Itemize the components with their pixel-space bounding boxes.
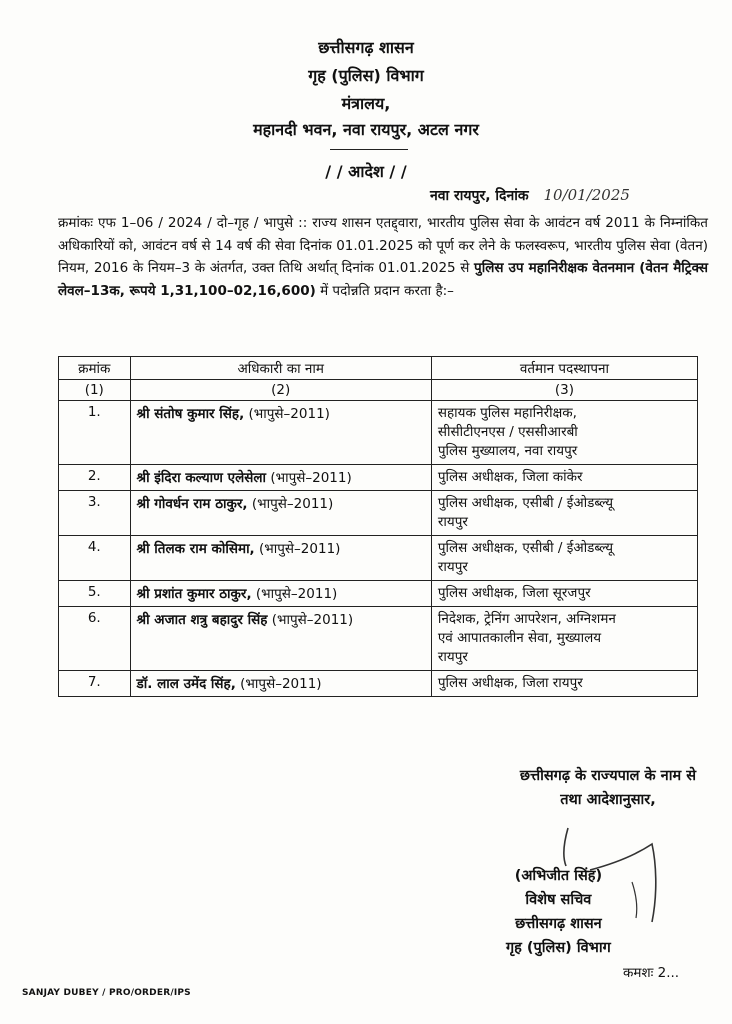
officer-signature-block [506, 864, 611, 960]
table-row [59, 491, 698, 536]
colnum-2: (2) [130, 380, 431, 401]
table-row [59, 581, 698, 607]
row-posting [431, 491, 697, 536]
officer-name: श्री तिलक राम कोसिमा, [136, 541, 255, 557]
officer-dept: गृह (पुलिस) विभाग [506, 940, 611, 956]
officer-name: श्री गोवर्धन राम ठाकुर, [136, 496, 248, 512]
order-text-part1: क्रमांकः एफ 1–06 / 2024 / दो–गृह / भापुसे :: राज्य शासन एतद्द्वारा, भारतीय पुलिस सेवा के आवंटन वर्ष 2011 के निम्नांकित अधिकारियों को, आवंटन वर्ष से 14 वर्ष की सेवा दिनांक 01.01.2025 को पूर्ण कर लेने के फलस्वरूप, भारतीय पुलिस सेवा (वेतन) नियम, 2016 के नियम–3 के अंतर्गत, उक्त तिथि अर्थात् दिनांक 01.01.2025 से [58, 215, 708, 276]
row-posting [431, 401, 697, 465]
table-row [59, 536, 698, 581]
posting-line: पुलिस अधीक्षक, एसीबी / ईओडब्ल्यू [437, 495, 614, 511]
posting-line: सीसीटीएनएस / एससीआरबी [437, 424, 578, 440]
row-officer [130, 465, 431, 491]
posting-line: रायपुर [437, 649, 468, 665]
footer-reference: SANJAY DUBEY / PRO/ORDER/IPS [22, 988, 191, 998]
row-posting [431, 607, 697, 671]
header-govt: छत्तीसगढ़ शासन [318, 38, 414, 57]
authority-line-1: छत्तीसगढ़ के राज्यपाल के नाम से [519, 768, 696, 784]
row-officer [130, 491, 431, 536]
row-serial: 2. [59, 465, 131, 491]
table-row [59, 671, 698, 697]
table-row [59, 401, 698, 465]
header-divider [330, 149, 408, 150]
row-serial: 5. [59, 581, 131, 607]
colnum-3: (3) [431, 380, 697, 401]
posting-line: पुलिस मुख्यालय, नवा रायपुर [437, 443, 578, 459]
order-title: / / आदेश / / [325, 162, 407, 181]
authority-line-2: तथा आदेशानुसार, [560, 792, 656, 808]
officer-service: (भापुसे–2011) [248, 406, 330, 422]
officer-name: डॉ. लाल उमेंद सिंह, [136, 676, 236, 692]
row-serial: 6. [59, 607, 131, 671]
table-row [59, 607, 698, 671]
posting-line: पुलिस अधीक्षक, जिला रायपुर [437, 675, 583, 691]
posting-line: सहायक पुलिस महानिरीक्षक, [437, 405, 577, 421]
officer-name: (अभिजीत सिंह) [514, 868, 603, 884]
posting-line: पुलिस अधीक्षक, जिला सूरजपुर [437, 585, 591, 601]
officer-name: श्री संतोष कुमार सिंह, [136, 406, 245, 422]
posting-line: निदेशक, ट्रेनिंग आपरेशन, अग्निशमन [437, 611, 616, 627]
row-officer [130, 536, 431, 581]
officer-designation: विशेष सचिव [525, 892, 592, 908]
posting-line: रायपुर [437, 514, 468, 530]
row-serial: 3. [59, 491, 131, 536]
row-officer [130, 671, 431, 697]
authority-line [520, 764, 696, 812]
header-current-posting: वर्तमान पदस्थापना [431, 357, 697, 380]
officer-name: श्री प्रशांत कुमार ठाकुर, [136, 586, 252, 602]
row-officer [130, 581, 431, 607]
handwritten-date: 10/01/2025 [543, 186, 630, 204]
row-posting [431, 465, 697, 491]
posting-line: एवं आपातकालीन सेवा, मुख्यालय [437, 630, 602, 646]
date-label: नवा रायपुर, दिनांक [430, 188, 529, 204]
colnum-1: (1) [59, 380, 131, 401]
officer-service: (भापुसे–2011) [251, 496, 334, 512]
officer-service: (भापुसे–2011) [240, 676, 322, 692]
officers-table [58, 356, 698, 697]
row-serial: 1. [59, 401, 131, 465]
table-colnum-row [59, 380, 698, 401]
row-posting [431, 581, 697, 607]
order-text-part2: में पदोन्नति प्रदान करता है:– [315, 282, 454, 299]
order-text-bold: पुलिस उप महानिरीक्षक वेतनमान (वेतन मैट्रिक्स लेवल–13क, रूपये 1,31,100–02,16,600) [58, 260, 708, 299]
row-serial: 4. [59, 536, 131, 581]
officer-service: (भापुसे–2011) [271, 612, 354, 628]
header-ministry: मंत्रालय, [341, 94, 391, 113]
date-line [430, 186, 630, 205]
officer-service: (भापुसे–2011) [259, 541, 341, 557]
row-serial: 7. [59, 671, 131, 697]
officer-service: (भापुसे–2011) [255, 586, 338, 602]
header-dept: गृह (पुलिस) विभाग [308, 66, 424, 85]
posting-line: पुलिस अधीक्षक, जिला कांकेर [437, 469, 583, 485]
officer-name: श्री इंदिरा कल्याण एलेसेला [136, 470, 267, 486]
officer-name: श्री अजात शत्रु बहादुर सिंह [136, 612, 268, 628]
officer-service: (भापुसे–2011) [270, 470, 352, 486]
order-body [58, 212, 708, 302]
table-header-row [59, 357, 698, 380]
posting-line: रायपुर [437, 559, 468, 575]
row-posting [431, 671, 697, 697]
signature-stroke [564, 828, 568, 866]
table-row [59, 465, 698, 491]
row-posting [431, 536, 697, 581]
header-serial: क्रमांक [59, 357, 131, 380]
continuation-note: कमशः 2... [623, 965, 680, 981]
posting-line: पुलिस अधीक्षक, एसीबी / ईओडब्ल्यू [437, 540, 614, 556]
officer-govt: छत्तीसगढ़ शासन [515, 916, 602, 932]
row-officer [130, 401, 431, 465]
signature-stroke [632, 882, 637, 918]
header-address: महानदी भवन, नवा रायपुर, अटल नगर [253, 120, 479, 139]
row-officer [130, 607, 431, 671]
header-officer-name: अधिकारी का नाम [130, 357, 431, 380]
